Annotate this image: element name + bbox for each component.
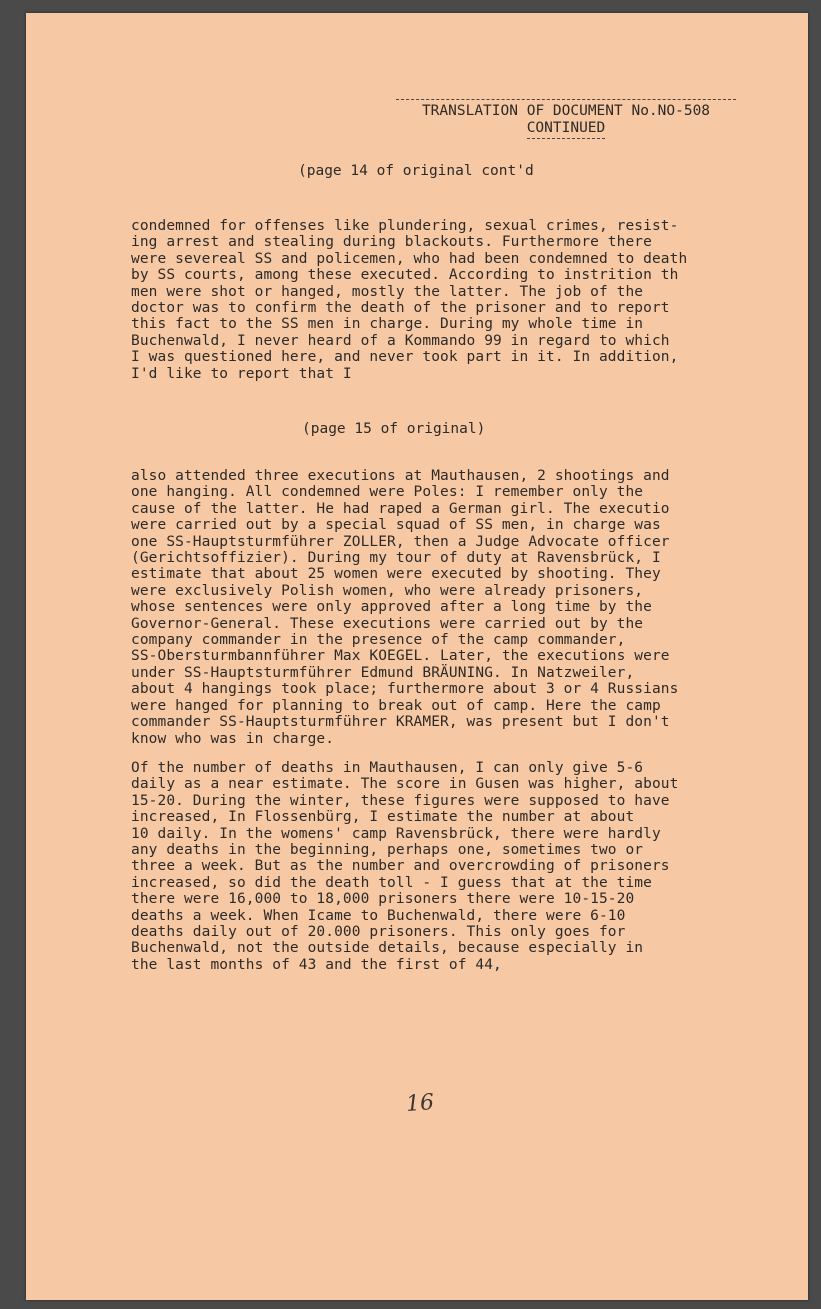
text-line: men were shot or hanged, mostly the latter. The job of the: [131, 283, 644, 300]
text-line: estimate that about 25 women were executed by shooting. They: [131, 566, 661, 583]
text-line: cause of the latter. He had raped a German girl. The executio: [131, 500, 670, 517]
text-line: Buchenwald, not the outside details, because especially in: [131, 940, 644, 957]
text-line: increased, In Flossenbürg, I estimate the number at about: [131, 809, 635, 826]
text-line: increased, so did the death toll - I guess that at the time: [131, 874, 652, 891]
document-page: [26, 13, 808, 1300]
text-line: Of the number of deaths in Mauthausen, I can only give 5-6: [131, 760, 644, 776]
text-line: condemned for offenses like plundering, sexual crimes, resist-: [131, 218, 679, 234]
text-line: there were 16,000 to 18,000 prisoners there were 10-15-20: [131, 891, 635, 908]
header-title: TRANSLATION OF DOCUMENT No.NO-508: [421, 103, 711, 119]
text-line: Buchenwald, I never heard of a Kommando 99 in regard to which: [131, 332, 670, 349]
text-line: doctor was to confirm the death of the prisoner and to report: [131, 300, 670, 317]
text-line: deaths a week. When Icame to Buchenwald, there were 6-10: [131, 907, 626, 924]
text-line: also attended three executions at Mauthausen, 2 shootings and: [131, 468, 670, 484]
text-line: were severeal SS and policemen, who had been condemned to death: [131, 250, 688, 267]
text-line: any deaths in the beginning, perhaps one, sometimes two or: [131, 842, 644, 859]
text-line: deaths daily out of 20.000 prisoners. This only goes for: [131, 924, 626, 941]
text-line: about 4 hangings took place; furthermore about 3 or 4 Russians: [131, 681, 679, 698]
paragraph-3: [131, 760, 791, 973]
text-line: 15-20. During the winter, these figures were supposed to have: [131, 792, 670, 809]
text-line: one hanging. All condemned were Poles: I remember only the: [131, 484, 644, 501]
text-line: were carried out by a special squad of SS men, in charge was: [131, 517, 661, 534]
text-line: were hanged for planning to break out of camp. Here the camp: [131, 697, 661, 714]
text-line: the last months of 43 and the first of 44,: [131, 956, 502, 973]
text-line: by SS courts, among these executed. According to instrition th: [131, 267, 679, 284]
paragraph-2: [131, 468, 791, 747]
text-line: (Gerichtsoffizier). During my tour of duty at Ravensbrück, I: [131, 550, 661, 567]
text-line: three a week. But as the number and overcrowding of prisoners: [131, 858, 670, 875]
paragraph-1: [131, 218, 791, 382]
text-line: were exclusively Polish women, who were already prisoners,: [131, 582, 644, 599]
text-line: Governor-General. These executions were carried out by the: [131, 615, 644, 632]
text-line: one SS-Hauptsturmführer ZOLLER, then a Judge Advocate officer: [131, 533, 670, 550]
text-line: company commander in the presence of the camp commander,: [131, 632, 626, 649]
document-header: [396, 99, 736, 139]
header-rule: [396, 99, 736, 100]
text-line: I'd like to report that I: [131, 365, 352, 382]
text-line: commander SS-Hauptsturmführer KRAMER, was present but I don't: [131, 714, 670, 731]
page-note-14: (page 14 of original cont'd: [298, 163, 534, 179]
text-line: ing arrest and stealing during blackouts. Furthermore there: [131, 234, 652, 251]
text-line: under SS-Hauptsturmführer Edmund BRÄUNING. In Natzweiler,: [131, 664, 635, 681]
text-line: this fact to the SS men in charge. During my whole time in: [131, 316, 644, 333]
text-line: daily as a near estimate. The score in Gusen was higher, about: [131, 776, 679, 793]
header-continued: CONTINUED: [527, 120, 606, 139]
page-note-15: (page 15 of original): [302, 421, 486, 437]
handwritten-page-number: 16: [405, 1090, 435, 1117]
text-line: SS-Obersturmbannführer Max KOEGEL. Later, the executions were: [131, 648, 670, 665]
text-line: whose sentences were only approved after a long time by the: [131, 599, 652, 616]
text-line: know who was in charge.: [131, 730, 335, 747]
text-line: I was questioned here, and never took part in it. In addition,: [131, 349, 679, 366]
text-line: 10 daily. In the womens' camp Ravensbrück, there were hardly: [131, 825, 661, 842]
